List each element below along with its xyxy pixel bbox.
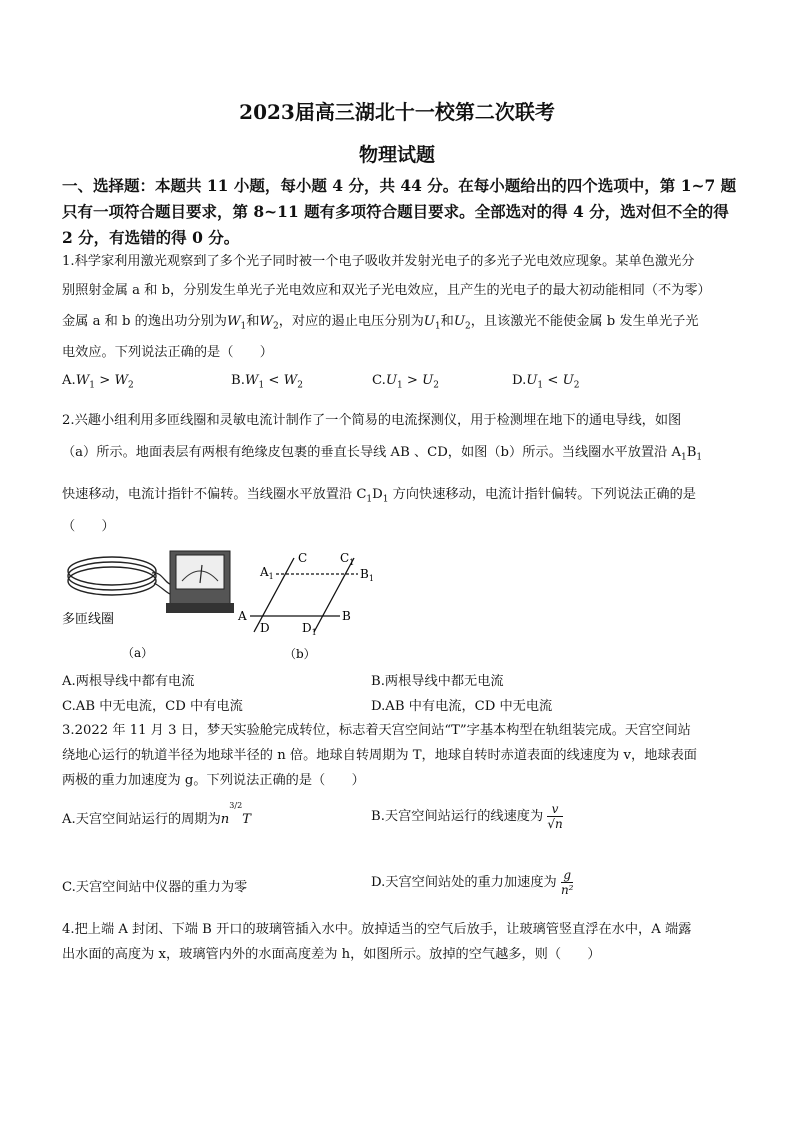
page-title: 2023届高三湖北十一校第二次联考 — [239, 100, 555, 124]
figure-b-wires — [236, 548, 386, 663]
q1-line4: 电效应。下列说法正确的是（ ） — [62, 345, 273, 360]
q4-line2: 出水面的高度为 x，玻璃管内外的水面高度差为 h，如图所示。放掉的空气越多，则（ ） — [62, 947, 601, 962]
svg-text:C: C — [298, 551, 308, 565]
page-subtitle: 物理试题 — [358, 144, 435, 166]
q2-option-c: C.AB 中无电流，CD 中有电流 — [62, 699, 243, 714]
q2-line4: （ ） — [62, 519, 115, 534]
q3-option-d: D.天宫空间站处的重力加速度为 $\frac{g}{\text{n²}}$ — [371, 868, 574, 897]
q2-option-a: A.两根导线中都有电流 — [62, 674, 195, 689]
coil-label: 多匝线圈 — [62, 612, 115, 627]
q3-line2: 绕地心运行的轨道半径为地球半径的 n 倍。地球自转周期为 T，地球自转时赤道表面的线速度为 v，地球表面 — [62, 748, 697, 763]
q3-option-a: A.天宫空间站运行的周期为$n^{3/2}T$ — [62, 800, 251, 827]
svg-text:C1: $C_1$ — [340, 551, 355, 567]
section-instructions-line3: 2 分，有选错的得 0 分。 — [62, 228, 240, 247]
q3-line1: 3.2022 年 11 月 3 日，梦天实验舱完成转位，标志着天宫空间站“T”字基本构型在轨组装完成。天宫空间站 — [62, 723, 691, 738]
q1-line2: 别照射金属 a 和 b，分别发生单光子光电效应和双光子光电效应，且产生的光电子的最大初动能相同（不为零） — [62, 283, 711, 298]
svg-text:B1: $B_1$ — [360, 567, 374, 583]
q2-option-b: B.两根导线中都无电流 — [371, 674, 504, 689]
svg-text:D: D — [260, 621, 270, 635]
q1-line1: 1.科学家利用激光观察到了多个光子同时被一个电子吸收并发射光电子的多光子光电效应现象。某单色激光分 — [62, 254, 695, 269]
q4-line1: 4.把上端 A 封闭、下端 B 开口的玻璃管插入水中。放掉适当的空气后放手，让玻璃管竖直浮在水中，A 端露 — [62, 922, 692, 937]
q1-option-d: $D.U_1 < U_2$ — [512, 373, 580, 391]
q2-option-d: D.AB 中有电流，CD 中无电流 — [371, 699, 553, 714]
q1-option-c: $C.U_1 > U_2$ — [372, 373, 439, 391]
q2-line3: 快速移动，电流计指针不偏转。当线圈水平放置沿 $C_1D_1$ 方向快速移动，电流计指针偏转。下列说法正确的是 — [62, 487, 696, 505]
q1-option-b: $B.W_1 < W_2$ — [231, 373, 303, 391]
svg-text:B: B — [342, 609, 351, 623]
svg-text:D1: $D_1$ — [302, 621, 317, 637]
figure-a-coil-galvanometer — [62, 543, 237, 663]
q3-line3: 两极的重力加速度为 g。下列说法正确的是（ ） — [62, 773, 365, 788]
q1-line3: 金属 a 和 b 的逸出功分别为$W_1$和$W_2$，对应的遏止电压分别为$U_1$和$U_2$，且该激光不能使金属 b 发生单光子光 — [62, 314, 699, 332]
figure-a-label: （a） — [122, 646, 154, 660]
section-instructions-line2: 只有一项符合题目要求，第 8~11 题有多项符合题目要求。全部选对的得 4 分，选对但不全的得 — [62, 202, 729, 221]
q3-option-c: C.天宫空间站中仪器的重力为零 — [62, 880, 248, 895]
q1-option-a: $A.W_1 > W_2$ — [62, 373, 134, 391]
q2-line1: 2.兴趣小组利用多匝线圈和灵敏电流计制作了一个简易的电流探测仪，用于检测埋在地下的通电导线，如图 — [62, 413, 682, 428]
svg-text:A1: $A_1$ — [260, 565, 274, 581]
svg-text:A: A — [238, 609, 247, 623]
section-instructions-line1: 一、选择题：本题共 11 小题，每小题 4 分，共 44 分。在每小题给出的四个选项中，第 1~7 题 — [62, 176, 737, 195]
figure-b-label: （b） — [284, 647, 316, 661]
q2-line2: （a）所示。地面表层有两根有绝缘皮包裹的垂直长导线 AB 、CD，如图（b）所示。当线圈水平放置沿 $A_1B_1$ — [62, 445, 703, 463]
q3-option-b: B.天宫空间站运行的线速度为 $\frac{v}{√n}$ — [371, 802, 563, 831]
